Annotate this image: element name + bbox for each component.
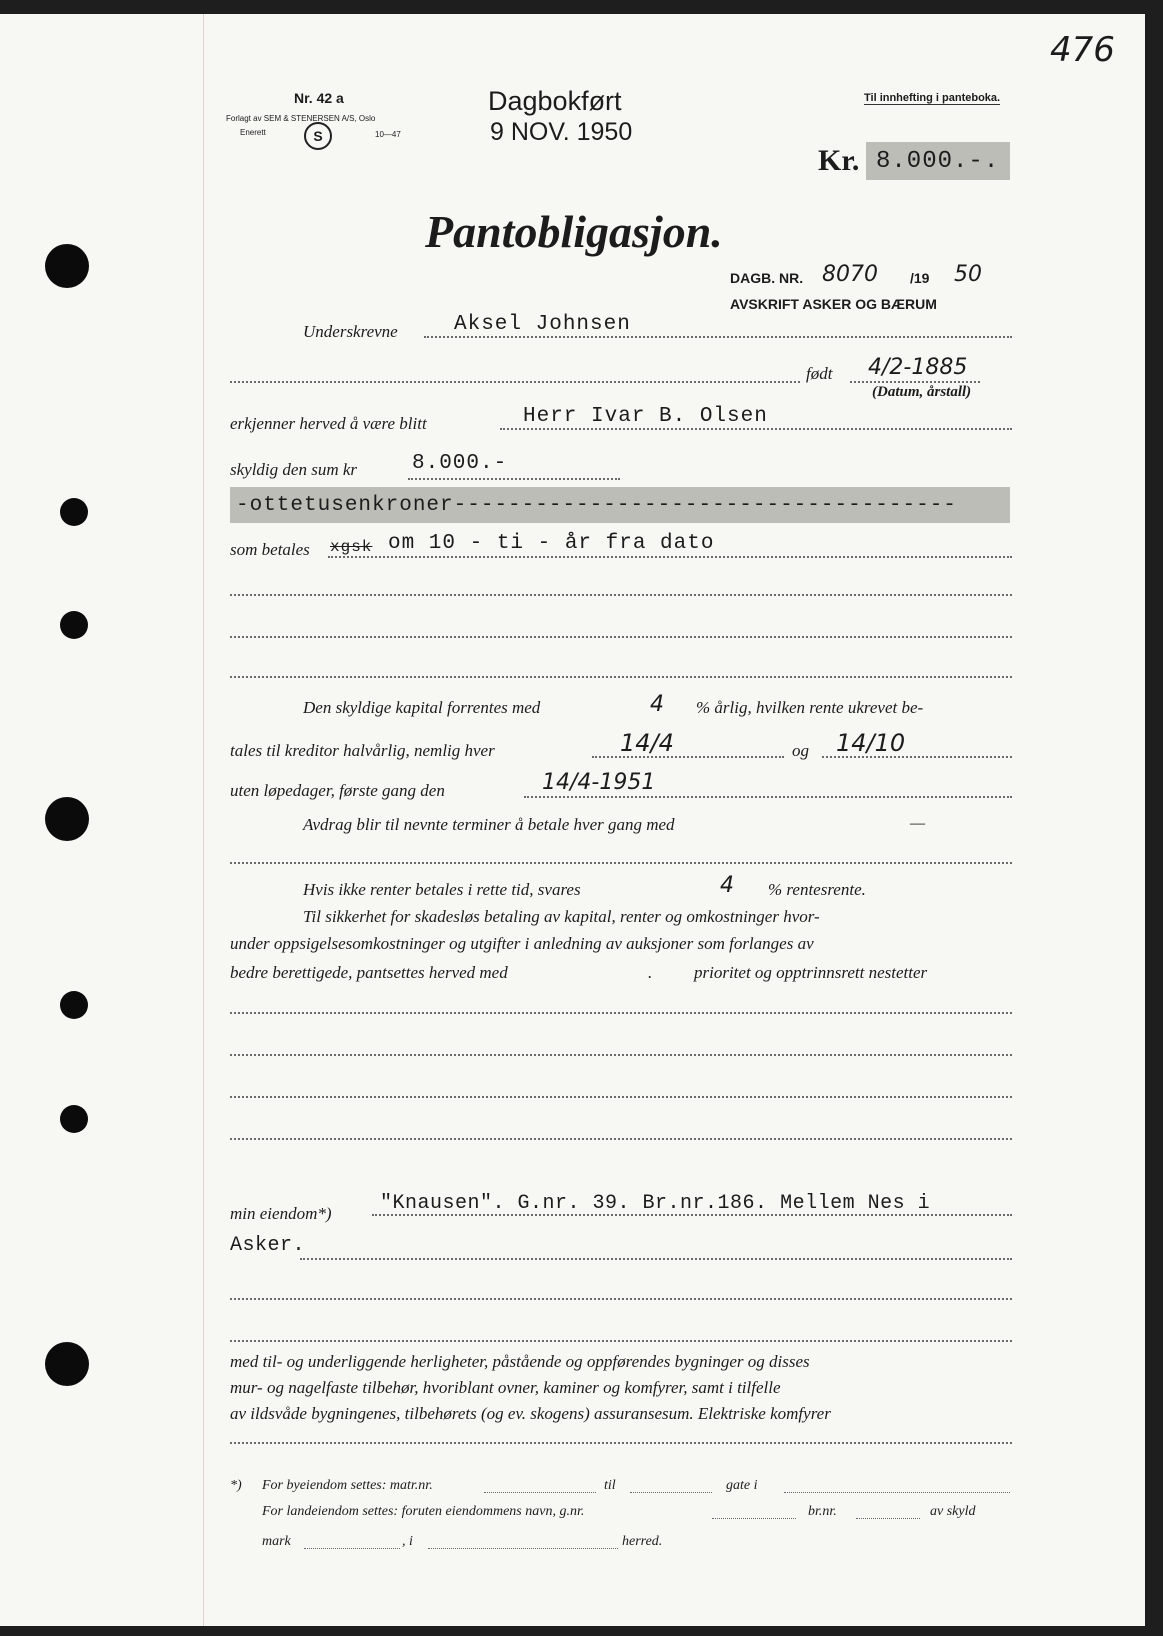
punch-hole bbox=[60, 611, 88, 639]
dagb-label: DAGB. NR. bbox=[730, 270, 804, 286]
property-line bbox=[372, 1214, 1012, 1216]
punch-hole bbox=[60, 991, 88, 1019]
footnote-text: br.nr. bbox=[808, 1504, 837, 1519]
footnote-text: , i bbox=[402, 1534, 413, 1549]
sikkerhet-text: under oppsigelsesomkostninger og utgifter i anledning av auksjoner som forlanges av bbox=[230, 934, 814, 953]
footnote-text: For landeiendom settes: foruten eiendommens navn, g.nr. bbox=[262, 1504, 585, 1519]
erkjenner-label: erkjenner herved å være blitt bbox=[230, 414, 427, 433]
betales-label: som betales bbox=[230, 540, 310, 559]
interest-text: % årlig, hvilken rente ukrevet be- bbox=[696, 698, 924, 717]
punch-hole bbox=[45, 1342, 89, 1386]
punch-hole bbox=[60, 1105, 88, 1133]
rentesrente-text: Hvis ikke renter betales i rette tid, svares bbox=[303, 880, 581, 899]
dagbokfort-date: 9 NOV. 1950 bbox=[490, 118, 633, 146]
herligheter-text: av ildsvåde bygningenes, tilbehørets (og ev. skogens) assuransesum. Elektriske komfyrer bbox=[230, 1404, 831, 1423]
interest-rate: 4 bbox=[650, 692, 664, 717]
footnote-line bbox=[712, 1518, 796, 1519]
og-label: og bbox=[792, 741, 809, 760]
blank-line bbox=[230, 636, 1012, 638]
fodt-line-left bbox=[230, 381, 800, 383]
skyldig-label: skyldig den sum kr bbox=[230, 460, 358, 479]
interest-text: Den skyldige kapital forrentes med bbox=[303, 698, 541, 717]
betales-line bbox=[328, 556, 1012, 558]
blank-line bbox=[230, 1298, 1012, 1300]
first-payment-date: 14/4-1951 bbox=[542, 770, 656, 795]
sikkerhet-text: bedre berettigede, pantsettes herved med bbox=[230, 963, 508, 982]
betales-struck: xgsk bbox=[330, 538, 373, 556]
footnote-text: For byeiendom settes: matr.nr. bbox=[262, 1478, 433, 1493]
fodt-line bbox=[850, 381, 980, 383]
birth-date: 4/2-1885 bbox=[868, 355, 968, 380]
footnote-line bbox=[630, 1492, 712, 1493]
sikkerhet-text: Til sikkerhet for skadesløs betaling av kapital, renter og omkostninger hvor- bbox=[303, 907, 820, 926]
footnote-line bbox=[484, 1492, 596, 1493]
avdrag-text: Avdrag blir til nevnte terminer å betale hver gang med bbox=[303, 815, 675, 834]
footnote-line bbox=[856, 1518, 920, 1519]
publisher-logo-mark: S bbox=[304, 122, 332, 150]
publisher: Forlagt av SEM & STENERSEN A/S, Oslo bbox=[226, 114, 376, 123]
publisher-logo bbox=[304, 122, 332, 150]
form-date: 10—47 bbox=[375, 130, 401, 139]
fodt-label: født bbox=[806, 364, 833, 383]
property-line-1: "Knausen". G.nr. 39. Br.nr.186. Mellem Nes i bbox=[380, 1192, 931, 1215]
first-payment-line bbox=[524, 796, 1012, 798]
form-number: Nr. 42 a bbox=[294, 90, 344, 106]
property-line-2: Asker. bbox=[230, 1234, 306, 1257]
blank-line bbox=[230, 594, 1012, 596]
footnote-line bbox=[428, 1548, 618, 1549]
blank-line bbox=[230, 862, 1012, 864]
sikkerhet-text: prioritet og opptrinnsrett nestetter bbox=[694, 963, 928, 982]
margin-line bbox=[203, 14, 204, 1626]
punch-hole bbox=[45, 797, 89, 841]
document-title: Pantobligasjon. bbox=[425, 206, 723, 257]
avskrift-stamp: AVSKRIFT ASKER OG BÆRUM bbox=[730, 296, 937, 312]
blank-line bbox=[230, 1054, 1012, 1056]
undersk-label: Underskrevne bbox=[303, 322, 398, 341]
blank-line bbox=[230, 1138, 1012, 1140]
term-date-2: 14/10 bbox=[836, 729, 906, 757]
scan-edge-bottom bbox=[0, 1626, 1163, 1636]
til-innhefting: Til innhefting i panteboka. bbox=[864, 92, 1001, 104]
scan-edge-right bbox=[1145, 0, 1163, 1636]
property-line bbox=[300, 1258, 1012, 1260]
footnote-line bbox=[784, 1492, 1010, 1493]
erkjenner-line bbox=[500, 428, 1012, 430]
skyldig-line bbox=[408, 478, 620, 480]
blank-line bbox=[230, 1012, 1012, 1014]
avdrag-value: — bbox=[910, 813, 926, 832]
dagbokfort-stamp: Dagbokført bbox=[488, 86, 622, 116]
dagb-year: 50 bbox=[954, 262, 982, 287]
enerett: Enerett bbox=[240, 128, 266, 137]
herligheter-text: mur- og nagelfaste tilbehør, hvoriblant ovner, kaminer og komfyrer, samt i tilfelle bbox=[230, 1378, 781, 1397]
eiendom-label: min eiendom*) bbox=[230, 1204, 332, 1223]
footnote-text: gate i bbox=[726, 1478, 758, 1493]
term-line-1 bbox=[592, 756, 784, 758]
footnote-text: herred. bbox=[622, 1534, 663, 1549]
term-line-2 bbox=[822, 756, 1012, 758]
interest-text: tales til kreditor halvårlig, nemlig hver bbox=[230, 741, 495, 760]
footnote-text: av skyld bbox=[930, 1504, 976, 1519]
dagb-year-sep: /19 bbox=[910, 270, 930, 286]
punch-hole bbox=[60, 498, 88, 526]
footnote-text: mark bbox=[262, 1534, 291, 1549]
sum-value: 8.000.- bbox=[412, 452, 508, 475]
undersk-line bbox=[424, 336, 1012, 338]
kr-label: Kr. bbox=[818, 144, 860, 177]
blank-line bbox=[230, 1340, 1012, 1342]
sum-words: -ottetusenkroner------------------------------------- bbox=[236, 494, 957, 517]
kr-value: 8.000.-. bbox=[876, 148, 1000, 175]
term-date-1: 14/4 bbox=[620, 729, 674, 757]
dagb-number: 8070 bbox=[822, 262, 878, 287]
footnote-line bbox=[304, 1548, 400, 1549]
interest-text: uten løpedager, første gang den bbox=[230, 781, 445, 800]
footnote-mark: *) bbox=[230, 1478, 242, 1493]
sikkerhet-mark: . bbox=[648, 963, 653, 982]
betales-value: om 10 - ti - år fra dato bbox=[388, 532, 715, 555]
rentesrente-text: % rentesrente. bbox=[768, 880, 866, 899]
blank-line bbox=[230, 1442, 1012, 1444]
scan-edge-top bbox=[0, 0, 1163, 14]
creditor-name: Herr Ivar B. Olsen bbox=[523, 405, 768, 428]
footnote-text: til bbox=[604, 1478, 616, 1493]
herligheter-text: med til- og underliggende herligheter, påstående og oppførendes bygninger og disses bbox=[230, 1352, 810, 1371]
blank-line bbox=[230, 676, 1012, 678]
rentesrente-rate: 4 bbox=[720, 873, 734, 898]
punch-hole bbox=[45, 244, 89, 288]
blank-line bbox=[230, 1096, 1012, 1098]
page-number: 476 bbox=[1050, 30, 1115, 70]
debtor-name: Aksel Johnsen bbox=[454, 313, 631, 336]
datum-hint: (Datum, årstall) bbox=[872, 384, 972, 400]
